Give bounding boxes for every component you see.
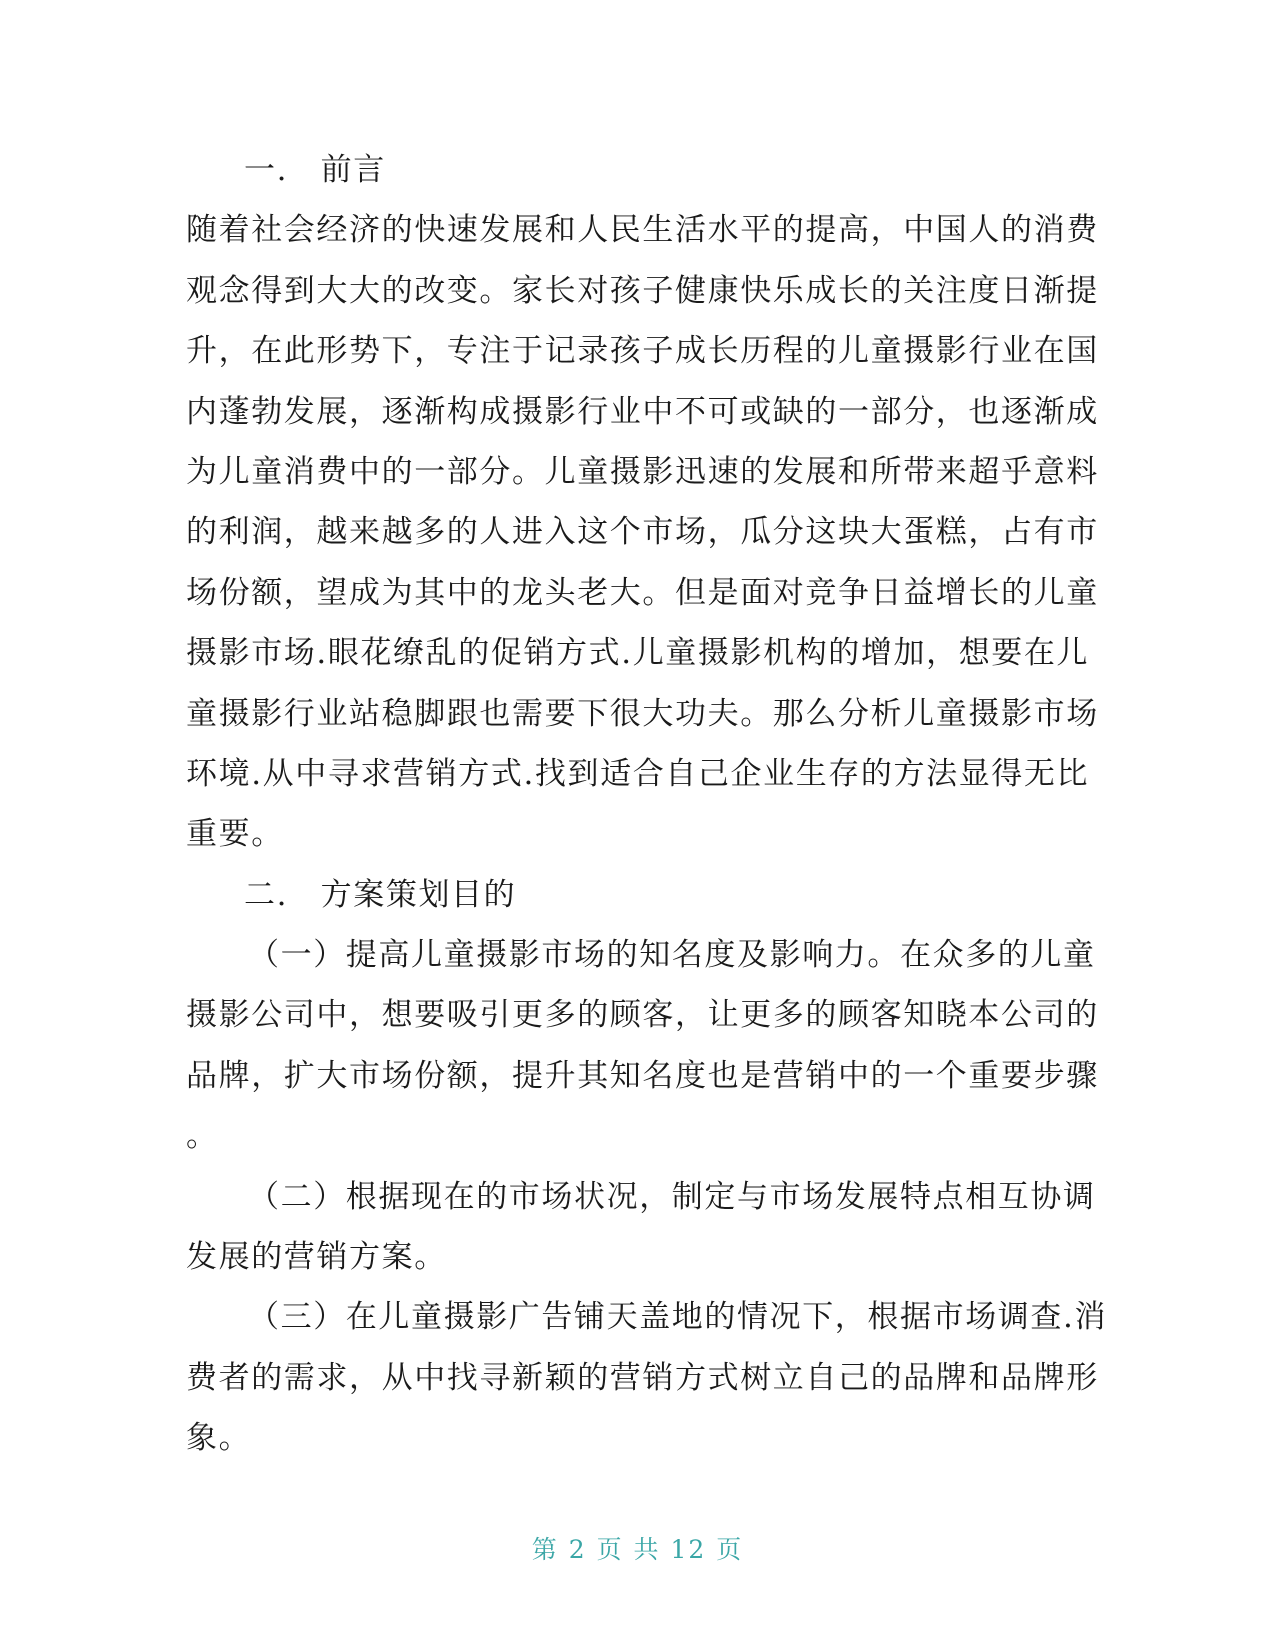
page-number-footer: 第 2 页 共 12 页 xyxy=(531,1535,744,1564)
paragraph-line: 童摄影行业站稳脚跟也需要下很大功夫。那么分析儿童摄影市场 xyxy=(186,695,1099,732)
paragraph-line: （二）根据现在的市场状况，制定与市场发展特点相互协调 xyxy=(248,1178,1096,1215)
paragraph-line: （一）提高儿童摄影市场的知名度及影响力。在众多的儿童 xyxy=(248,937,1096,974)
paragraph-line: 象。 xyxy=(186,1420,252,1457)
paragraph-line: 重要。 xyxy=(186,816,284,853)
paragraph-line: 升，在此形势下，专注于记录孩子成长历程的儿童摄影行业在国 xyxy=(186,333,1099,370)
purpose-item-2 xyxy=(186,1167,1096,1288)
paragraph-line: 。 xyxy=(186,1118,219,1155)
document-body xyxy=(186,140,1108,1469)
paragraph-line: 环境.从中寻求营销方式.找到适合自己企业生存的方法显得无比 xyxy=(186,755,1090,792)
paragraph-line: 为儿童消费中的一部分。儿童摄影迅速的发展和所带来超乎意料 xyxy=(186,453,1099,490)
section-heading-preface: 一. 前言 xyxy=(244,152,386,188)
paragraph-line: 摄影市场.眼花缭乱的促销方式.儿童摄影机构的增加，想要在儿 xyxy=(186,635,1090,672)
paragraph-line: 发展的营销方案。 xyxy=(186,1239,447,1276)
purpose-item-1 xyxy=(186,925,1099,1167)
paragraph-line: 摄影公司中，想要吸引更多的顾客，让更多的顾客知晓本公司的 xyxy=(186,997,1099,1034)
paragraph-line: 内蓬勃发展，逐渐构成摄影行业中不可或缺的一部分，也逐渐成 xyxy=(186,393,1099,430)
paragraph-line: 品牌，扩大市场份额，提升其知名度也是营销中的一个重要步骤 xyxy=(186,1057,1099,1094)
purpose-item-3 xyxy=(186,1287,1108,1468)
paragraph-line: 观念得到大大的改变。家长对孩子健康快乐成长的关注度日渐提 xyxy=(186,272,1099,309)
preface-paragraph xyxy=(186,200,1099,864)
paragraph-line: 费者的需求，从中找寻新颖的营销方式树立自己的品牌和品牌形 xyxy=(186,1359,1099,1396)
paragraph-line: 的利润，越来越多的人进入这个市场，瓜分这块大蛋糕，占有市 xyxy=(186,514,1099,551)
paragraph-line: 场份额，望成为其中的龙头老大。但是面对竞争日益增长的儿童 xyxy=(186,574,1099,611)
paragraph-line: 随着社会经济的快速发展和人民生活水平的提高，中国人的消费 xyxy=(186,212,1099,249)
paragraph-line: （三）在儿童摄影广告铺天盖地的情况下，根据市场调查.消 xyxy=(248,1299,1108,1336)
section-heading-purpose: 二. 方案策划目的 xyxy=(244,876,517,913)
